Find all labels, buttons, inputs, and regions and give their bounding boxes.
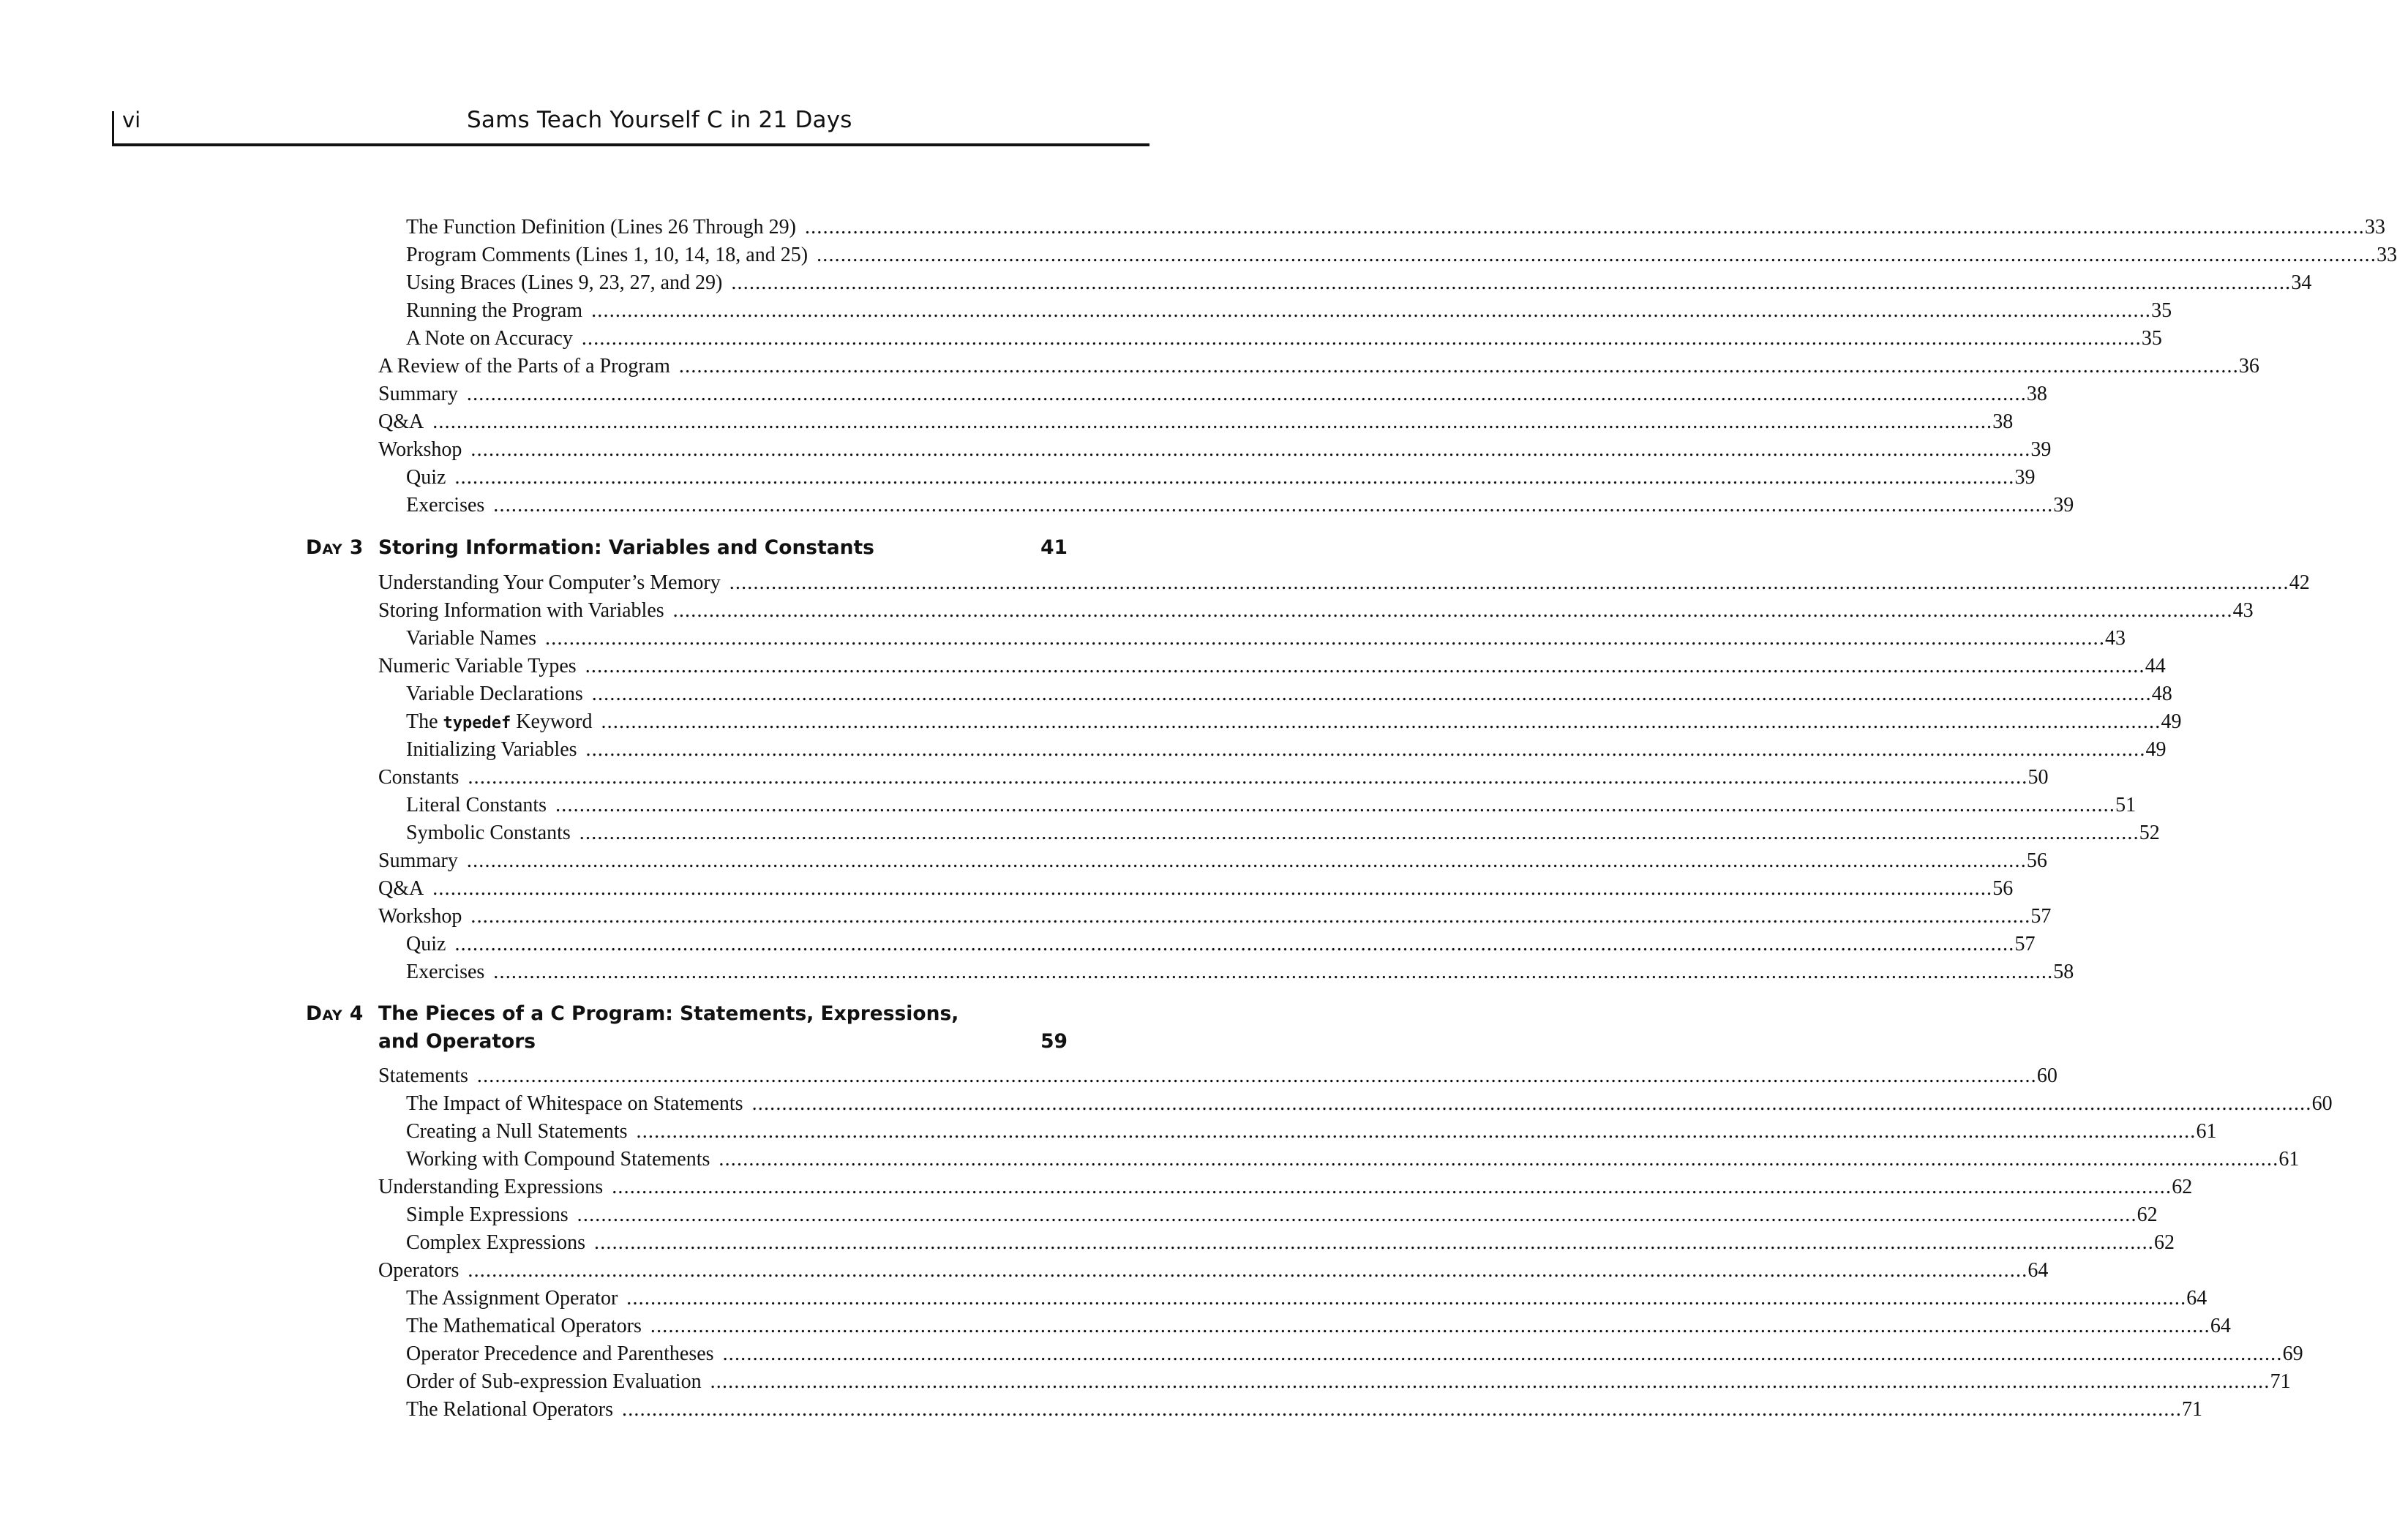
dot-leader: .................................................................................................................................................................................................................................................................... (585, 738, 2146, 761)
toc-entry-label: Order of Sub-expression Evaluation (406, 1370, 702, 1393)
toc-entry[interactable] (406, 737, 2167, 763)
dot-leader: .................................................................................................................................................................................................................................................................... (454, 933, 2015, 955)
toc-entry[interactable] (406, 1119, 2217, 1145)
chapter-page: 41 (1040, 536, 1068, 559)
toc-entry-page: 71 (2270, 1370, 2291, 1393)
dot-leader: .................................................................................................................................................................................................................................................................... (601, 710, 2161, 733)
dot-leader: .................................................................................................................................................................................................................................................................... (672, 599, 2233, 622)
dot-leader: .................................................................................................................................................................................................................................................................... (626, 1287, 2187, 1310)
toc-entry-page: 69 (2282, 1342, 2303, 1365)
dot-leader: .................................................................................................................................................................................................................................................................... (466, 849, 2027, 872)
dot-leader: .................................................................................................................................................................................................................................................................... (817, 244, 2377, 266)
toc-entry[interactable] (406, 1146, 2300, 1173)
toc-entry-label: Literal Constants (406, 794, 547, 816)
toc-entry-page: 62 (2154, 1231, 2175, 1254)
toc-entry[interactable] (406, 1091, 2333, 1117)
toc-entry-page: 64 (2186, 1287, 2207, 1310)
toc-entry-page: 52 (2139, 822, 2160, 844)
dot-leader: .................................................................................................................................................................................................................................................................... (591, 683, 2152, 705)
toc-entry[interactable] (406, 709, 2182, 735)
toc-entry-label: Understanding Your Computer’s Memory (378, 571, 721, 594)
toc-entry[interactable] (406, 1397, 2203, 1423)
toc-entry-label: The Assignment Operator (406, 1287, 618, 1310)
toc-entry-label: Quiz (406, 933, 446, 955)
toc-entry-page: 50 (2027, 766, 2049, 789)
toc-entry-label: Complex Expressions (406, 1231, 585, 1254)
toc-entry-label: Symbolic Constants (406, 822, 571, 844)
dot-leader: .................................................................................................................................................................................................................................................................... (636, 1120, 2197, 1143)
toc-entry-label: Exercises (406, 961, 485, 983)
toc-entry[interactable] (378, 437, 2052, 463)
label-text: Keyword (511, 710, 593, 733)
toc-entry[interactable] (406, 1341, 2303, 1367)
toc-entry[interactable] (378, 570, 2310, 596)
toc-entry-page: 43 (2232, 599, 2254, 622)
toc-entry-label: Numeric Variable Types (378, 655, 577, 677)
toc-entry-page: 62 (2172, 1176, 2193, 1198)
dot-leader: .................................................................................................................................................................................................................................................................... (468, 766, 2028, 789)
toc-entry-page: 64 (2210, 1315, 2231, 1337)
toc-entry-page: 48 (2151, 683, 2172, 705)
toc-entry-label: The Relational Operators (406, 1398, 614, 1421)
toc-entry[interactable] (406, 626, 2126, 652)
dot-leader: .................................................................................................................................................................................................................................................................... (719, 1148, 2279, 1171)
toc-entry-page: 61 (2196, 1120, 2217, 1143)
toc-entry-label: Statements (378, 1064, 468, 1087)
toc-entry-label: Operators (378, 1259, 459, 1282)
toc-entry-page: 56 (1992, 877, 2014, 900)
dot-leader: .................................................................................................................................................................................................................................................................... (751, 1092, 2312, 1115)
toc-entry[interactable] (406, 298, 2172, 324)
toc-entry-page: 49 (2161, 710, 2182, 733)
toc-entry-label: A Review of the Parts of a Program (378, 355, 670, 378)
toc-entry[interactable] (378, 598, 2254, 624)
dot-leader: .................................................................................................................................................................................................................................................................... (731, 271, 2292, 294)
toc-entry[interactable] (406, 820, 2160, 846)
toc-entry-label: Creating a Null Statements (406, 1120, 628, 1143)
toc-entry-label: Summary (378, 849, 458, 872)
chapter-page: 59 (1040, 1030, 1068, 1053)
toc-entry-page: 36 (2238, 355, 2259, 378)
toc-entry-label: Exercises (406, 494, 485, 517)
toc-entry-page: 57 (2030, 905, 2052, 928)
toc-entry-page: 42 (2289, 571, 2310, 594)
toc-entry-page: 58 (2053, 961, 2074, 983)
toc-entry[interactable] (378, 381, 2047, 407)
toc-entry-page: 34 (2291, 271, 2312, 294)
toc-entry-label: Running the Program (406, 299, 583, 322)
toc-entry[interactable] (378, 765, 2049, 791)
toc-entry[interactable] (406, 242, 2397, 268)
toc-entry-page: 51 (2115, 794, 2137, 816)
page-folio: vi (122, 108, 141, 132)
dot-leader: .................................................................................................................................................................................................................................................................... (678, 355, 2239, 378)
dot-leader: .................................................................................................................................................................................................................................................................... (722, 1342, 2283, 1365)
toc-entry-label: Using Braces (Lines 9, 23, 27, and 29) (406, 271, 723, 294)
toc-entry-page: 38 (2026, 383, 2047, 405)
dot-leader: .................................................................................................................................................................................................................................................................... (468, 1259, 2028, 1282)
toc-entry-label: Summary (378, 383, 458, 405)
toc-entry-page: 56 (2026, 849, 2047, 872)
toc-entry[interactable] (378, 353, 2259, 380)
toc-entry[interactable] (406, 492, 2074, 519)
toc-entry-label: Variable Declarations (406, 683, 583, 705)
dot-leader: .................................................................................................................................................................................................................................................................... (555, 794, 2116, 816)
toc-entry-page: 60 (2311, 1092, 2333, 1115)
dot-leader: .................................................................................................................................................................................................................................................................... (454, 466, 2015, 489)
toc-entry[interactable] (378, 1258, 2049, 1284)
toc-entry[interactable] (406, 931, 2036, 958)
book-title: Sams Teach Yourself C in 21 Days (467, 107, 852, 133)
toc-entry-label: Storing Information with Variables (378, 599, 664, 622)
dot-leader: .................................................................................................................................................................................................................................................................... (493, 961, 2054, 983)
dot-leader: .................................................................................................................................................................................................................................................................... (577, 1203, 2137, 1226)
dot-leader: .................................................................................................................................................................................................................................................................... (594, 1231, 2154, 1254)
code-keyword: typedef (443, 714, 511, 732)
toc-entry[interactable] (406, 792, 2137, 819)
toc-entry-page: 35 (2141, 327, 2162, 350)
chapter-title: Storing Information: Variables and Constants (378, 536, 874, 559)
toc-entry[interactable] (406, 681, 2172, 707)
toc-entry-page: 60 (2036, 1064, 2057, 1087)
toc-entry-label: Working with Compound Statements (406, 1148, 710, 1171)
chapter-title: The Pieces of a C Program: Statements, Expressions, (378, 1002, 959, 1025)
dot-leader: .................................................................................................................................................................................................................................................................... (710, 1370, 2270, 1393)
toc-entry[interactable] (378, 1063, 2057, 1089)
toc-entry-page: 64 (2027, 1259, 2049, 1282)
toc-entry-page: 39 (2014, 466, 2036, 489)
dot-leader: .................................................................................................................................................................................................................................................................... (804, 216, 2365, 238)
dot-leader: .................................................................................................................................................................................................................................................................... (493, 494, 2054, 517)
label-text: The (406, 710, 443, 733)
toc-entry[interactable] (406, 1230, 2175, 1256)
dot-leader: .................................................................................................................................................................................................................................................................... (470, 905, 2031, 928)
toc-entry-label: Workshop (378, 905, 462, 928)
toc-entry[interactable] (406, 465, 2036, 491)
toc-entry[interactable] (378, 653, 2166, 680)
toc-entry-label (406, 709, 592, 737)
dot-leader: .................................................................................................................................................................................................................................................................... (591, 299, 2152, 322)
toc-entry-page: 38 (1992, 410, 2014, 433)
toc-entry-label: The Mathematical Operators (406, 1315, 642, 1337)
toc-entry[interactable] (378, 1174, 2193, 1201)
toc-entry-label: Program Comments (Lines 1, 10, 14, 18, and 25) (406, 244, 809, 266)
toc-entry[interactable] (378, 904, 2052, 930)
dot-leader: .................................................................................................................................................................................................................................................................... (466, 383, 2027, 405)
dot-leader: .................................................................................................................................................................................................................................................................... (650, 1315, 2210, 1337)
toc-entry-page: 43 (2105, 627, 2126, 650)
chapter-title-continued: and Operators (378, 1030, 536, 1053)
toc-entry[interactable] (378, 409, 2014, 435)
toc-entry-label: A Note on Accuracy (406, 327, 573, 350)
dot-leader: .................................................................................................................................................................................................................................................................... (432, 877, 1993, 900)
toc-entry-page: 49 (2145, 738, 2167, 761)
toc-entry-label: The Function Definition (Lines 26 Through 29) (406, 216, 796, 238)
toc-entry-page: 35 (2151, 299, 2172, 322)
toc-entry[interactable] (406, 270, 2312, 296)
toc-entry-page: 62 (2137, 1203, 2158, 1226)
toc-entry-page: 71 (2182, 1398, 2203, 1421)
dot-leader: .................................................................................................................................................................................................................................................................... (545, 627, 2106, 650)
toc-entry[interactable] (406, 326, 2162, 352)
toc-entry[interactable] (406, 214, 2385, 241)
toc-entry[interactable] (378, 848, 2047, 874)
dot-leader: .................................................................................................................................................................................................................................................................... (622, 1398, 2183, 1421)
toc-entry-label: Understanding Expressions (378, 1176, 604, 1198)
toc-entry-page: 33 (2364, 216, 2385, 238)
toc-entry-page: 33 (2377, 244, 2397, 266)
dot-leader: .................................................................................................................................................................................................................................................................... (585, 655, 2145, 677)
toc-entry-label: Simple Expressions (406, 1203, 569, 1226)
toc-entry-label: Initializing Variables (406, 738, 577, 761)
toc-entry[interactable] (406, 959, 2074, 985)
dot-leader: .................................................................................................................................................................................................................................................................... (581, 327, 2142, 350)
day-label: Day 3 (306, 536, 364, 559)
toc-entry-page: 39 (2053, 494, 2074, 517)
toc-entry-label: Constants (378, 766, 459, 789)
dot-leader: .................................................................................................................................................................................................................................................................... (476, 1064, 2037, 1087)
toc-entry[interactable] (406, 1285, 2207, 1312)
toc-entry[interactable] (406, 1369, 2291, 1395)
toc-entry-label: Q&A (378, 877, 424, 900)
toc-entry[interactable] (406, 1202, 2158, 1228)
dot-leader: .................................................................................................................................................................................................................................................................... (432, 410, 1993, 433)
toc-entry-label: Variable Names (406, 627, 537, 650)
day-label: Day 4 (306, 1002, 364, 1025)
toc-entry[interactable] (406, 1313, 2231, 1340)
dot-leader: .................................................................................................................................................................................................................................................................... (470, 438, 2031, 461)
toc-entry-label: Workshop (378, 438, 462, 461)
toc-entry-page: 39 (2030, 438, 2052, 461)
toc-entry-page: 44 (2145, 655, 2166, 677)
dot-leader: .................................................................................................................................................................................................................................................................... (729, 571, 2289, 594)
toc-entry-page: 57 (2014, 933, 2036, 955)
dot-leader: .................................................................................................................................................................................................................................................................... (579, 822, 2139, 844)
toc-entry-label: Q&A (378, 410, 424, 433)
toc-entry-label: Operator Precedence and Parentheses (406, 1342, 714, 1365)
toc-entry-page: 61 (2278, 1148, 2300, 1171)
toc-entry[interactable] (378, 876, 2014, 902)
toc-entry-label: Quiz (406, 466, 446, 489)
dot-leader: .................................................................................................................................................................................................................................................................... (612, 1176, 2172, 1198)
toc-entry-label: The Impact of Whitespace on Statements (406, 1092, 743, 1115)
